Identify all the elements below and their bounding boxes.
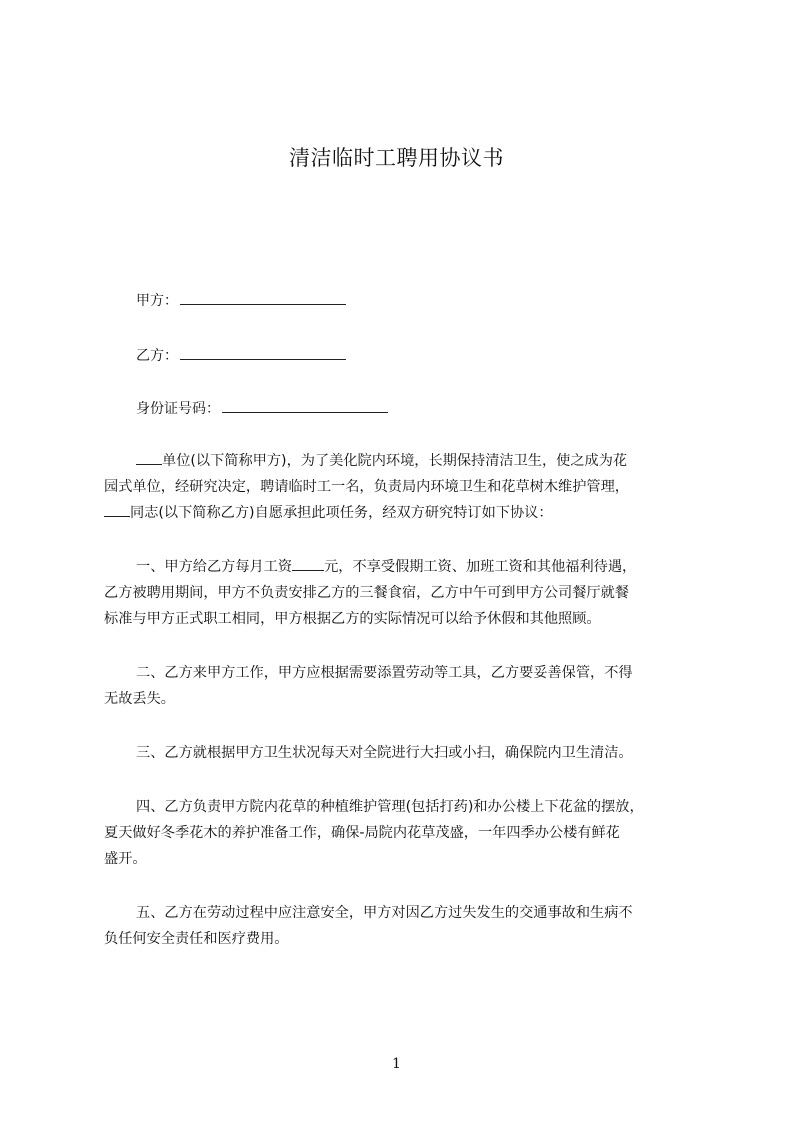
comrade-blank — [104, 502, 130, 517]
salary-blank — [292, 556, 324, 571]
clause-3 — [104, 740, 704, 766]
clause-1-line-3: 标准与甲方正式职工相同，甲方根据乙方的实际情况可以给予休假和其他照顾。 — [104, 611, 601, 627]
unit-blank — [136, 450, 162, 465]
clause-4-line-3: 盛开。 — [104, 851, 147, 867]
clause-2-line-2: 无故丢失。 — [104, 691, 175, 707]
id-number-field — [136, 398, 388, 419]
clause-2-line-1: 二、乙方来甲方工作，甲方应根据需要添置劳动等工具，乙方要妥善保管，不得 — [136, 665, 633, 681]
intro-line-2: 园式单位，经研究决定，聘请临时工一名，负责局内环境卫生和花草树木维护管理， — [104, 479, 629, 495]
clause-1-line-2: 乙方被聘用期间，甲方不负责安排乙方的三餐食宿，乙方中午可到甲方公司餐厅就餐 — [104, 585, 629, 601]
clause-1-line-1: 一、甲方给乙方每月工资 元，不享受假期工资、加班工资和其他福利待遇， — [104, 554, 704, 580]
clause-1 — [104, 554, 704, 632]
clause-3-line-1: 三、乙方就根据甲方卫生状况每天对全院进行大扫或小扫，确保院内卫生清洁。 — [136, 745, 633, 761]
clause-4 — [104, 794, 704, 872]
clause-5-line-1: 五、乙方在劳动过程中应注意安全，甲方对因乙方过失发生的交通事故和生病不 — [136, 905, 633, 921]
clause-4-line-2: 夏天做好冬季花木的养护准备工作，确保-局院内花草茂盛，一年四季办公楼有鲜花 — [104, 825, 620, 841]
clause-5-line-2: 负任何安全责任和医疗费用。 — [104, 931, 289, 947]
id-number-label: 身份证号码： — [136, 401, 220, 417]
party-a-blank — [180, 290, 346, 305]
party-b-blank — [180, 345, 346, 360]
intro-paragraph — [104, 448, 704, 526]
clause-5 — [104, 900, 704, 952]
party-a-field — [136, 290, 346, 311]
clause-2 — [104, 660, 704, 712]
party-a-label: 甲方： — [136, 293, 178, 309]
intro-line-1: 单位(以下简称甲方)，为了美化院内环境，长期保持清洁卫生，使之成为花 — [104, 448, 704, 474]
page-number: 1 — [392, 1056, 401, 1072]
id-number-blank — [222, 398, 388, 413]
intro-line-3: 同志(以下简称乙方)自愿承担此项任务，经双方研究特订如下协议： — [104, 500, 704, 526]
party-b-field — [136, 345, 346, 366]
party-b-label: 乙方： — [136, 348, 178, 364]
document-title: 清洁临时工聘用协议书 — [289, 146, 504, 170]
clause-4-line-1: 四、乙方负责甲方院内花草的种植维护管理(包括打药)和办公楼上下花盆的摆放， — [136, 799, 644, 815]
